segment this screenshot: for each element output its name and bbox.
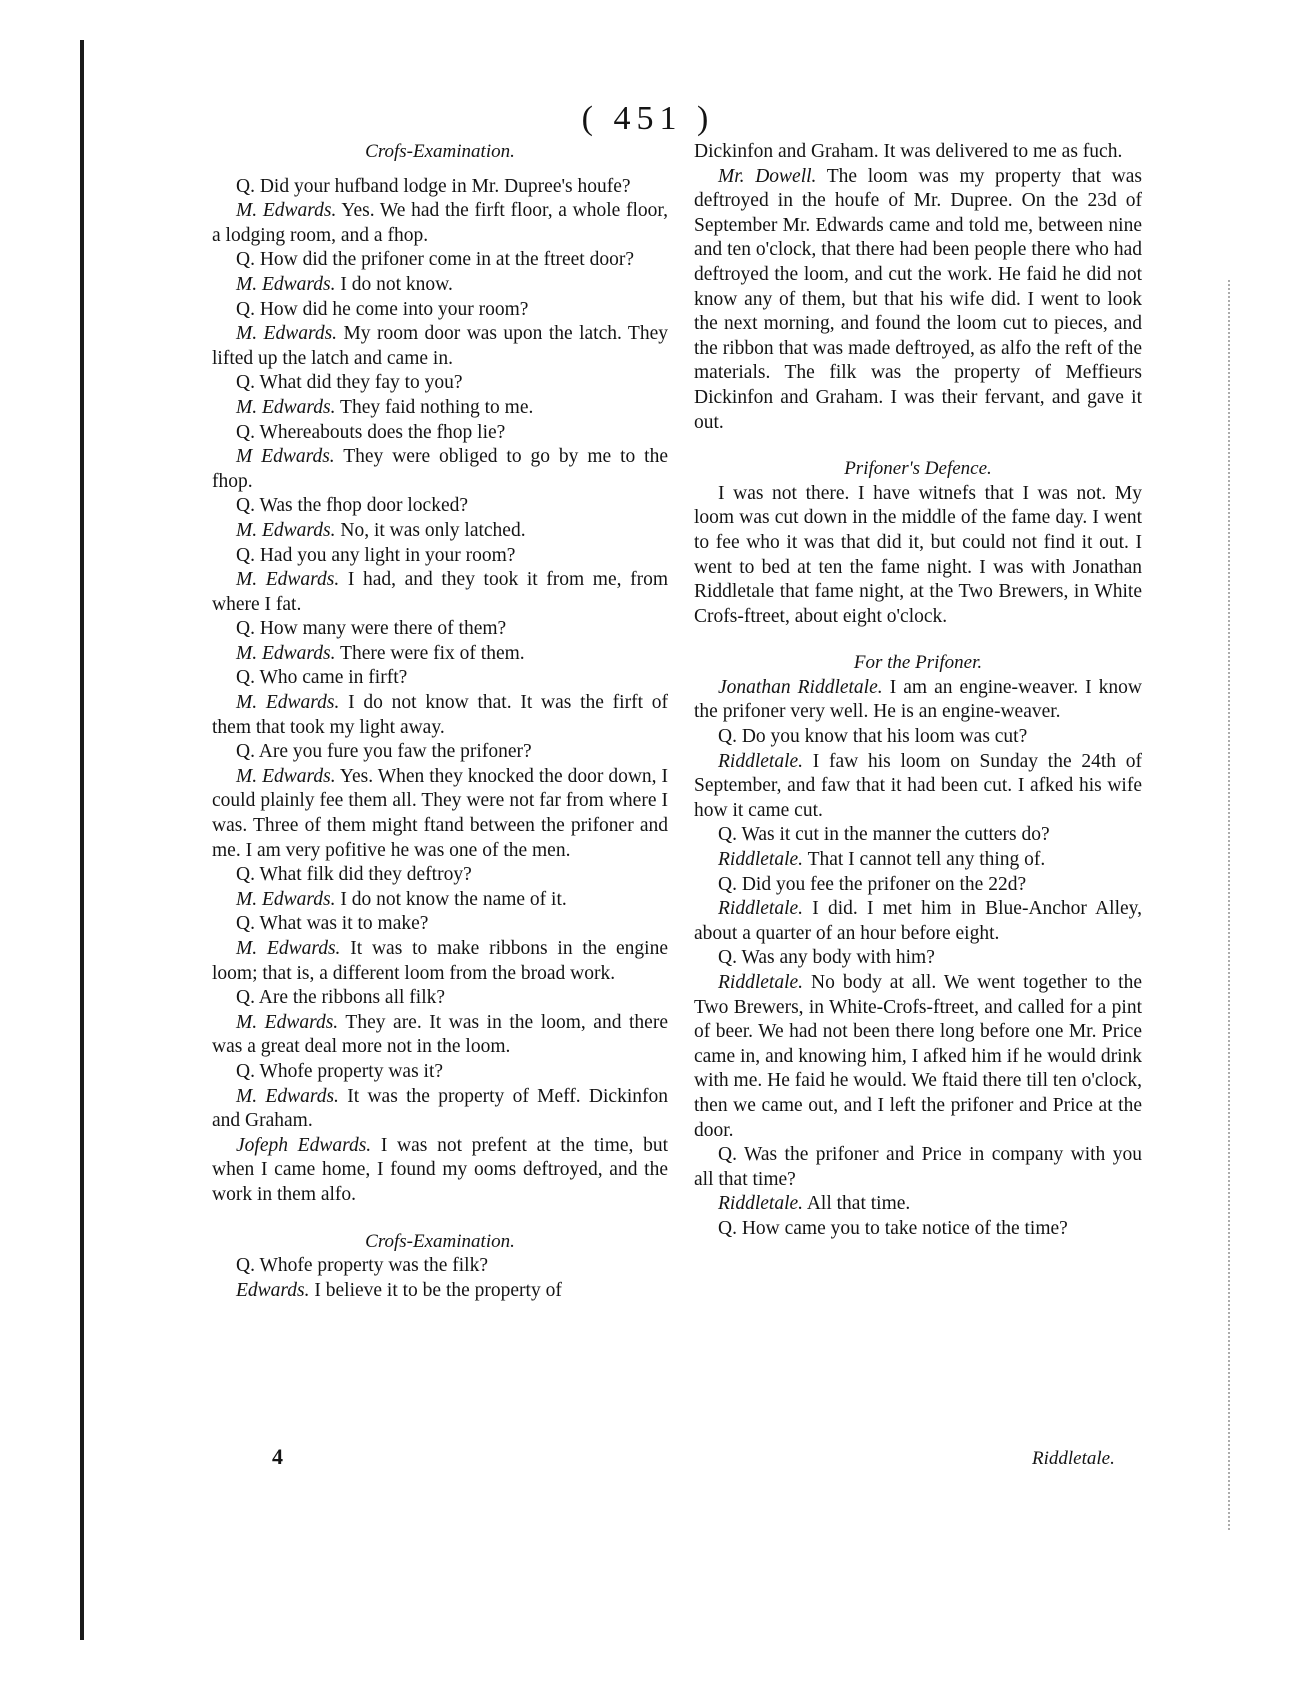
testimony-line <box>212 765 668 863</box>
testimony-text: I was not prefent at the time, but when I came home, I found my ooms deftroyed, and the work in them alfo. <box>212 1134 668 1205</box>
testimony-text: I am an engine-weaver. I know the prifoner very well. He is an engine-weaver. <box>694 676 1143 723</box>
testimony-line <box>212 175 668 200</box>
testimony-text: Q. How many were there of them? <box>236 618 507 640</box>
left-testimony-2 <box>212 1254 668 1303</box>
speaker-name: M. Edwards. <box>236 323 338 345</box>
testimony-line <box>212 273 668 298</box>
testimony-line <box>212 1085 668 1134</box>
for-prisoner-heading: For the Prifoner. <box>853 652 983 674</box>
testimony-text: Q. How did the prifoner come in at the ftreet door? <box>236 249 634 271</box>
testimony-text: My room door was upon the latch. They lifted up the latch and came in. <box>212 323 668 369</box>
testimony-text: There were fix of them. <box>340 642 525 664</box>
testimony-text: They faid nothing to me. <box>340 396 534 418</box>
testimony-text: Q. Whofe property was it? <box>236 1060 444 1082</box>
testimony-line <box>694 676 1142 725</box>
speaker-name: M. Edwards. <box>236 569 340 591</box>
testimony-text: I faw his loom on Sunday the 24th of September, and faw that it had been cut. I afked his wife how it came cut. <box>694 750 1142 821</box>
testimony-line <box>212 248 668 273</box>
testimony-text: I believe it to be the property of <box>314 1279 562 1301</box>
testimony-line <box>694 946 1142 971</box>
speaker-name: Riddletale. <box>718 898 804 920</box>
testimony-text: Q. Was the fhop door locked? <box>236 495 469 517</box>
testimony-text: They are. It was in the loom, and there was a great deal more not in the loom. <box>212 1011 668 1058</box>
left-testimony <box>212 175 668 1208</box>
testimony-line <box>694 823 1142 848</box>
testimony-line <box>694 848 1142 873</box>
testimony-line <box>694 140 1142 165</box>
testimony-line <box>212 1011 668 1060</box>
testimony-line <box>694 971 1142 1143</box>
prisoner-defence-text: I was not there. I have witnefs that I was not. My loom was cut down in the middle of the fame day. I went to fee who it was that did it, but could not find it out. I went to bed at ten the fame night. I was with Jonathan Riddletale that fame night, at the Two Brewers, in White Crofs-ftreet, about eight o'clock. <box>694 482 1142 627</box>
testimony-line <box>694 725 1142 750</box>
signature-mark: 4 <box>272 1444 283 1469</box>
testimony-text: No, it was only latched. <box>340 519 526 541</box>
testimony-line <box>212 691 668 740</box>
speaker-name: M. Edwards. <box>236 765 336 787</box>
testimony-text: Q. Was the prifoner and Price in company with you all that time? <box>694 1144 1142 1190</box>
testimony-line <box>694 1143 1142 1192</box>
speaker-name: M. Edwards. <box>236 1011 339 1033</box>
testimony-line <box>212 298 668 323</box>
speaker-name: M. Edwards. <box>236 273 336 295</box>
testimony-text: I did. I met him in Blue-Anchor Alley, about a quarter of an hour before eight. <box>694 898 1143 944</box>
binding-rule <box>80 40 84 1640</box>
testimony-text: It was to make ribbons in the engine loom; that is, a different loom from the broad work. <box>212 938 669 984</box>
speaker-name: M. Edwards. <box>236 396 336 418</box>
testimony-text: They were obliged to go by me to the fhop. <box>212 446 668 492</box>
testimony-line <box>212 371 668 396</box>
testimony-line <box>212 642 668 667</box>
speaker-name: M. Edwards. <box>236 519 336 541</box>
testimony-text: Dickinfon and Graham. It was delivered to me as fuch. <box>694 141 1123 162</box>
testimony-line <box>212 1254 668 1279</box>
speaker-name: Riddletale. <box>718 849 804 871</box>
testimony-text: Q. How did he come into your room? <box>236 298 529 320</box>
testimony-text: I do not know that. It was the firft of them that took my light away. <box>212 692 669 738</box>
testimony-text: That I cannot tell any thing of. <box>807 849 1046 871</box>
testimony-text: Yes. We had the firft floor, a whole floor, a lodging room, and a fhop. <box>212 200 669 246</box>
testimony-text: It was the property of Meff. Dickinfon and Graham. <box>212 1085 668 1132</box>
testimony-text: Q. Had you any light in your room? <box>236 544 516 566</box>
speaker-name: Riddletale. <box>718 1193 804 1215</box>
testimony-line <box>212 986 668 1011</box>
testimony-line <box>212 519 668 544</box>
testimony-text: Q. Are the ribbons all filk? <box>236 987 446 1009</box>
testimony-text: Yes. When they knocked the door down, I could plainly fee them all. They were not far from where I was. Three of them might ftand between the prifoner and me. I am very pofitive he was one of the men. <box>212 765 668 861</box>
testimony-text: Q. Do you know that his loom was cut? <box>718 726 1028 748</box>
testimony-text: The loom was my property that was deftroyed in the houfe of Mr. Dupree. On the 23d of September Mr. Edwards came and told me, between nine and ten o'clock, that there had been people there who had deftroyed the loom, and cut the work. He faid he did not know any of them, but that his wife did. I went to look the next morning, and found the loom cut to pieces, and the ribbon that was made deftroyed, as alfo the reft of the materials. The filk was the property of Meffieurs Dickinfon and Graham. I was their fervant, and gave it out. <box>694 165 1142 433</box>
testimony-text: Q. Whereabouts does the fhop lie? <box>236 421 506 443</box>
testimony-text: Q. What was it to make? <box>236 913 429 935</box>
testimony-line <box>694 873 1142 898</box>
testimony-text: Q. What did they fay to you? <box>236 372 463 394</box>
speaker-name: M. Edwards. <box>236 200 337 222</box>
testimony-line <box>212 1134 668 1208</box>
testimony-line <box>212 1279 668 1304</box>
testimony-line <box>212 666 668 691</box>
testimony-line <box>212 199 668 248</box>
testimony-text: Q. Did your hufband lodge in Mr. Dupree's houfe? <box>236 175 631 197</box>
testimony-line <box>694 897 1142 946</box>
speaker-name: M. Edwards. <box>236 642 336 664</box>
cross-examination-heading: Crofs-Examination. <box>365 141 515 162</box>
catchword: Riddletale. <box>1032 1448 1115 1469</box>
testimony-line <box>694 165 1142 436</box>
testimony-line <box>694 1217 1142 1242</box>
testimony-text: No body at all. We went together to the Two Brewers, in White-Crofs-ftreet, and called for a pint of beer. We had not been there long before one Mr. Price came in, and knowing him, I afked him if he would drink with me. He faid he would. We ftaid there till ten o'clock, then we came out, and I left the prifoner and Price at the door. <box>694 972 1143 1141</box>
speaker-name: M. Edwards. <box>236 1085 339 1107</box>
testimony-line <box>212 912 668 937</box>
testimony-text: Q. Was it cut in the manner the cutters do? <box>718 824 1050 846</box>
speaker-name: Riddletale. <box>718 972 804 993</box>
testimony-line <box>212 421 668 446</box>
testimony-text: I do not know the name of it. <box>340 888 567 910</box>
speaker-name: M Edwards. <box>236 446 335 468</box>
testimony-line <box>212 445 668 494</box>
speaker-name: Jofeph Edwards. <box>236 1134 372 1156</box>
testimony-text: I do not know. <box>340 273 453 295</box>
testimony-text: Q. What filk did they deftroy? <box>236 864 472 886</box>
page-number: ( 451 ) <box>581 100 715 137</box>
testimony-text: Q. Was any body with him? <box>718 947 935 969</box>
right-testimony-2 <box>694 676 1142 1242</box>
testimony-text: Q. Did you fee the prifoner on the 22d? <box>718 873 1027 895</box>
testimony-line <box>212 937 668 986</box>
testimony-line <box>212 1060 668 1085</box>
cross-examination-heading-2: Crofs-Examination. <box>365 1230 515 1252</box>
testimony-text: Q. Are you fure you faw the prifoner? <box>236 741 532 763</box>
speaker-name: M. Edwards. <box>236 888 336 910</box>
margin-scan-noise <box>1228 280 1233 1530</box>
testimony-line <box>694 1192 1142 1217</box>
testimony-text: Q. Who came in firft? <box>236 667 408 689</box>
speaker-name: Riddletale. <box>718 750 804 772</box>
testimony-text: Q. How came you to take notice of the time? <box>718 1217 1068 1239</box>
testimony-text: I had, and they took it from me, from where I fat. <box>212 569 669 615</box>
testimony-line <box>212 494 668 519</box>
testimony-line <box>212 740 668 765</box>
speaker-name: Edwards. <box>236 1279 310 1301</box>
speaker-name: Jonathan Riddletale. <box>718 676 883 698</box>
testimony-line <box>212 617 668 642</box>
left-column <box>212 140 668 1303</box>
right-column <box>694 140 1142 1242</box>
speaker-name: M. Edwards. <box>236 692 340 714</box>
testimony-line <box>212 568 668 617</box>
testimony-text: Q. Whofe property was the filk? <box>236 1255 488 1277</box>
testimony-line <box>212 322 668 371</box>
testimony-line <box>212 544 668 569</box>
testimony-line <box>212 396 668 421</box>
testimony-text: All that time. <box>806 1193 911 1215</box>
speaker-name: M. Edwards. <box>236 938 341 959</box>
speaker-name: Mr. Dowell. <box>718 165 817 187</box>
prisoner-defence-heading: Prifoner's Defence. <box>844 458 992 480</box>
testimony-line <box>212 888 668 913</box>
testimony-line <box>694 750 1142 824</box>
testimony-line <box>212 863 668 888</box>
right-testimony <box>694 140 1142 435</box>
